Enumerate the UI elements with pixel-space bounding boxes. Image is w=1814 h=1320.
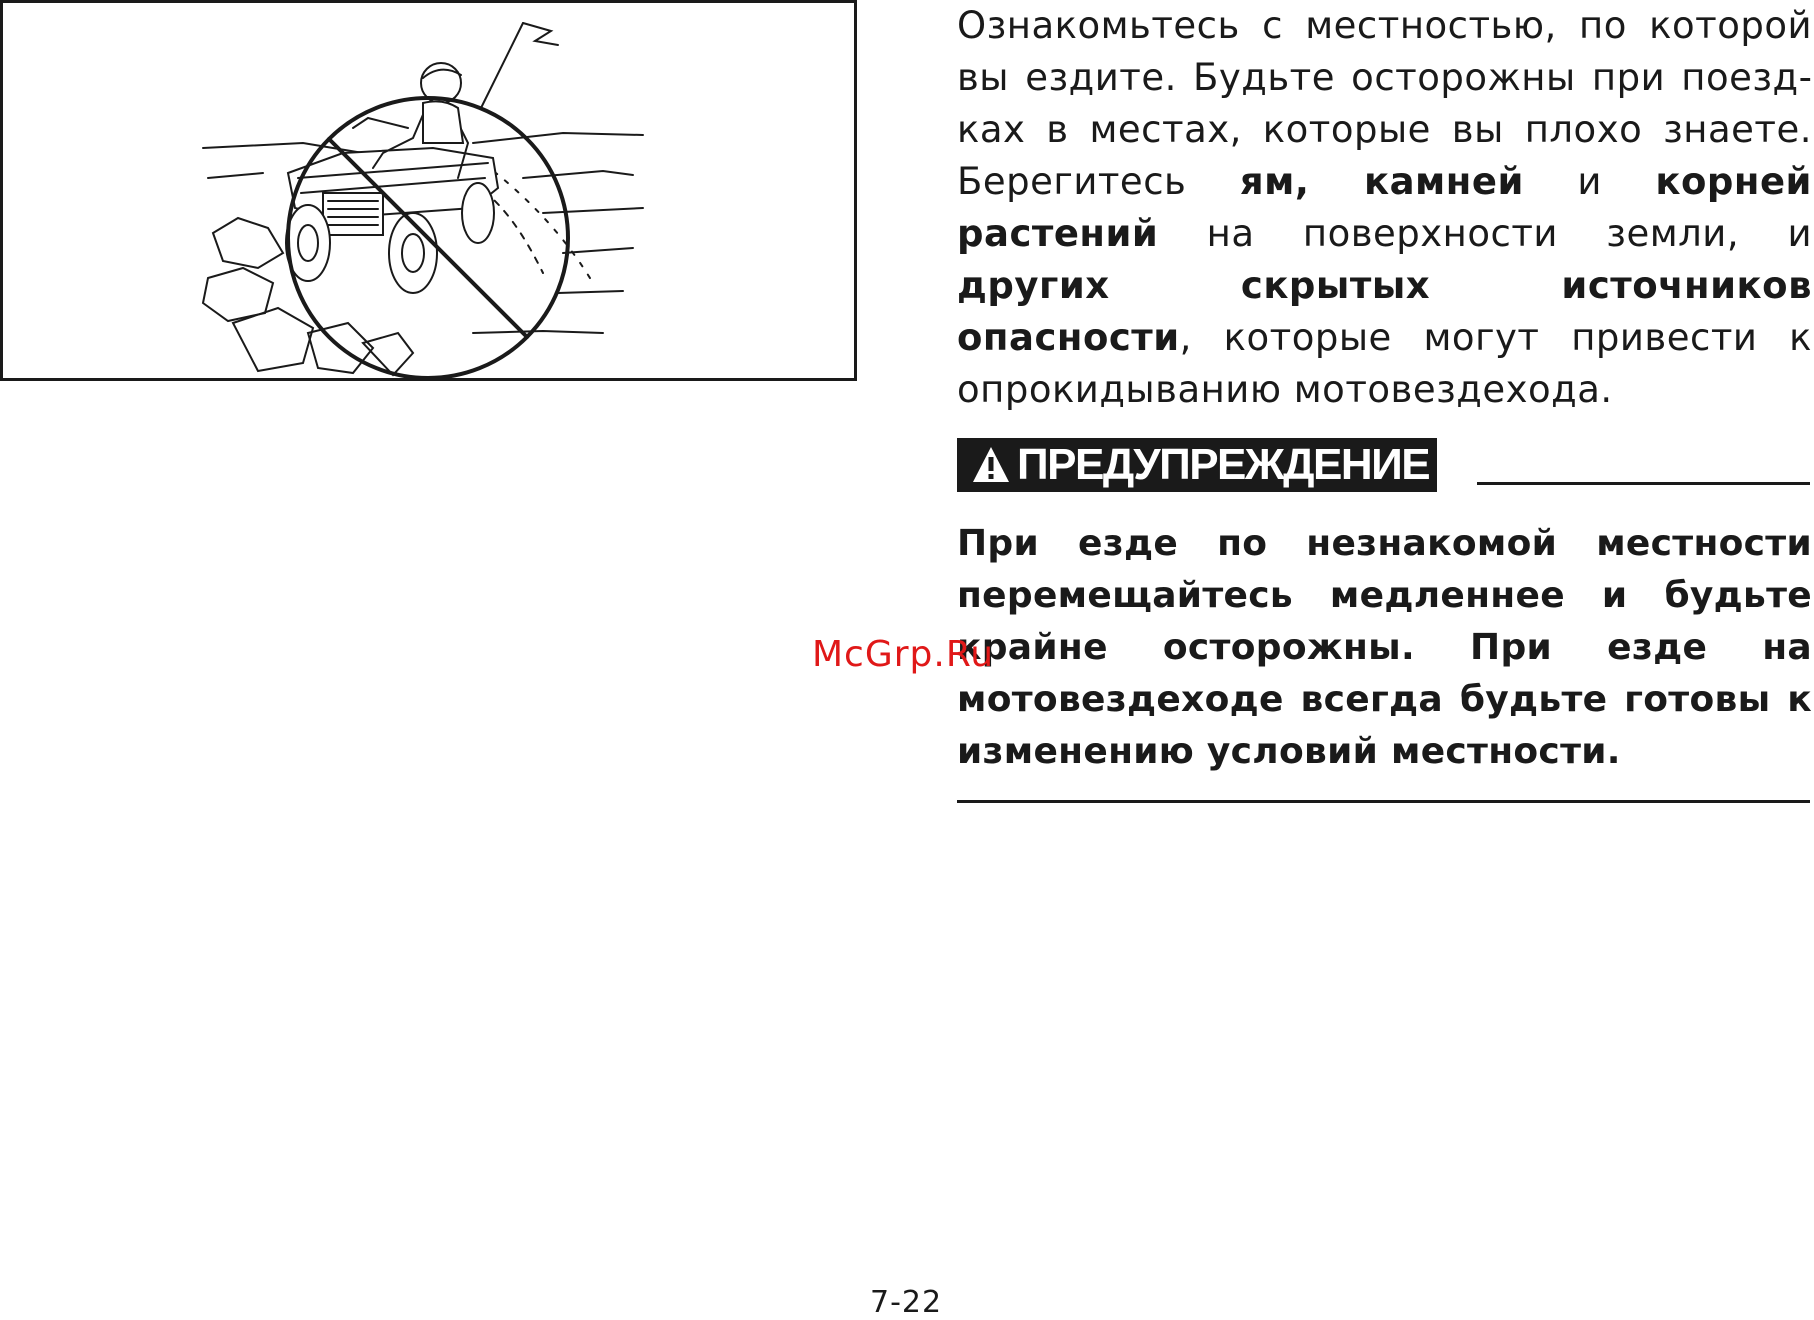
- warning-header-rule: [1477, 482, 1810, 485]
- atv-warning-illustration: [3, 3, 860, 403]
- page-number: 7-22: [870, 1285, 943, 1320]
- body-bold-text: других скрытых источников опасности: [957, 264, 1812, 359]
- body-bold-text: корней растений: [957, 160, 1812, 255]
- warning-header: [957, 438, 1812, 492]
- warning-text: При езде по незнакомой местности перемещайтесь медленнее и будьте крайне осторожны. При езде на мотовездеходе всегда будьте готовы к изменению условий местности.: [957, 523, 1812, 772]
- illustration-frame: [0, 0, 857, 381]
- body-paragraph: [957, 0, 1812, 416]
- watermark-text: McGrp.Ru: [812, 634, 995, 675]
- warning-label-box: [957, 438, 1437, 492]
- body-text: , которые могут привести к опрокидыванию мотовездехода.: [957, 316, 1812, 411]
- text-column: [957, 0, 1812, 803]
- body-text: на поверхности земли, и: [1158, 212, 1812, 255]
- warning-triangle-icon: [971, 445, 1011, 485]
- body-bold-text: ям, камней: [1239, 160, 1524, 203]
- body-text: и: [1523, 160, 1656, 203]
- body-text: Ознакомьтесь с местностью, по которой вы ездите. Будьте осторожны при поездках в местах, которые вы плохо знаете. Берегитесь: [957, 4, 1812, 203]
- warning-label-text: ПРЕДУПРЕЖДЕНИЕ: [1017, 440, 1430, 489]
- warning-end-rule: [957, 800, 1810, 803]
